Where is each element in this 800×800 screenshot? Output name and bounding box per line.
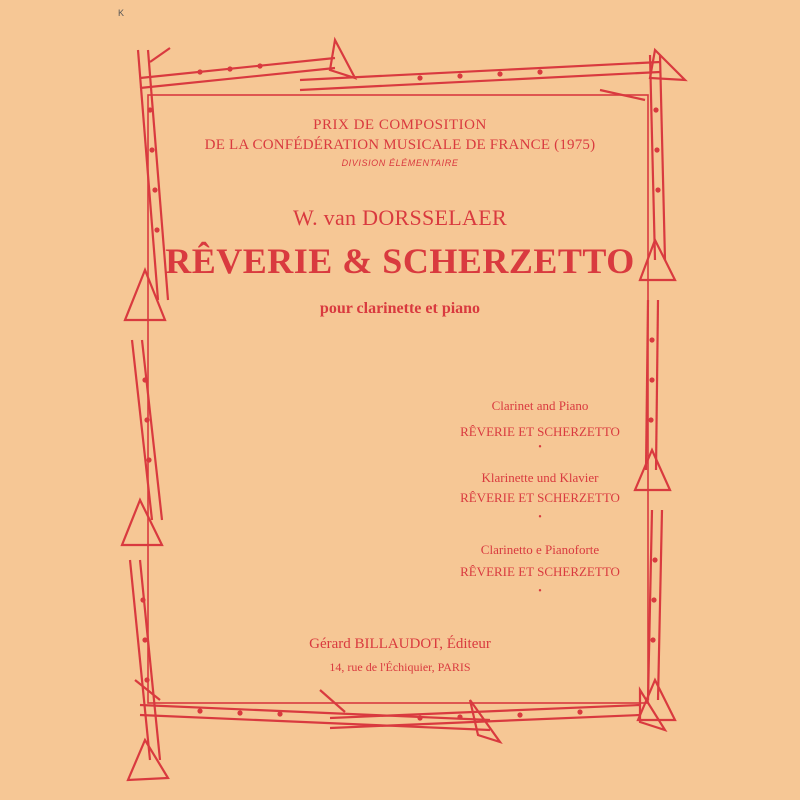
prize-line-2: DE LA CONFÉDÉRATION MUSICALE DE FRANCE (1975): [204, 137, 596, 153]
translation-it-bullet: •: [538, 586, 542, 597]
translation-en-title: RÊVERIE ET SCHERZETTO: [460, 424, 620, 439]
translation-en-bullet: •: [538, 442, 542, 453]
translation-de-instruments: Klarinette und Klavier: [481, 470, 599, 485]
translation-it-title: RÊVERIE ET SCHERZETTO: [460, 564, 620, 579]
translation-de-bullet: •: [538, 512, 542, 523]
translation-en-instruments: Clarinet and Piano: [491, 398, 589, 413]
publisher-address: 14, rue de l'Échiquier, PARIS: [329, 660, 471, 674]
prize-line-1: PRIX DE COMPOSITION: [313, 117, 487, 133]
translation-it-instruments: Clarinetto e Pianoforte: [480, 542, 600, 557]
work-title: RÊVERIE & SCHERZETTO: [165, 241, 635, 281]
corner-mark: K: [118, 8, 125, 18]
instrumentation: pour clarinette et piano: [319, 300, 481, 317]
division-label: DIVISION ÉLÉMENTAIRE: [341, 158, 459, 168]
publisher-name: Gérard BILLAUDOT, Éditeur: [309, 636, 491, 652]
composer-name: W. van DORSSELAER: [293, 205, 507, 230]
translation-de-title: RÊVERIE ET SCHERZETTO: [460, 490, 620, 505]
